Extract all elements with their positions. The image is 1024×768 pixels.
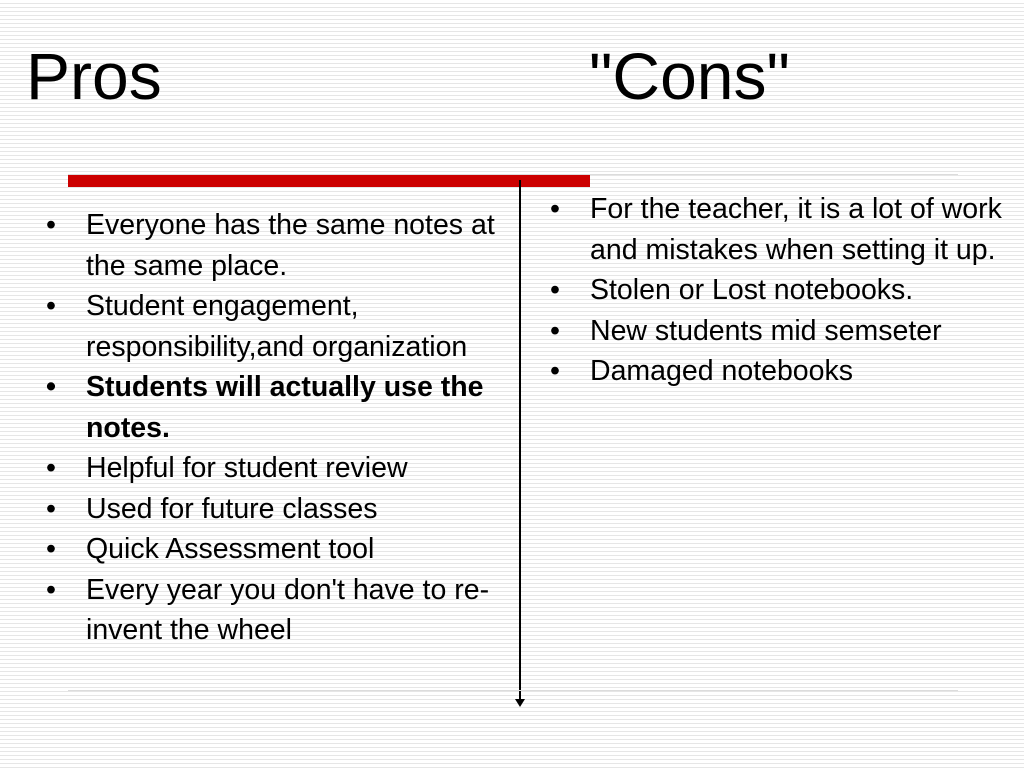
pros-heading: Pros bbox=[26, 39, 162, 113]
bottom-rule bbox=[68, 690, 958, 691]
pros-item-text: Students will actually use the notes. bbox=[86, 371, 484, 444]
cons-heading: "Cons" bbox=[589, 39, 790, 113]
bullet-icon: • bbox=[46, 290, 56, 322]
bullet-icon: • bbox=[550, 274, 560, 306]
pros-item-text: Student engagement, responsibility,and organization bbox=[86, 290, 468, 363]
bullet-icon: • bbox=[46, 371, 56, 403]
pros-list-item bbox=[44, 286, 510, 367]
pros-list-item bbox=[44, 448, 510, 489]
bullet-icon: • bbox=[550, 314, 560, 347]
column-divider-line bbox=[519, 180, 521, 700]
bullet-icon: • bbox=[46, 492, 56, 525]
pros-list-item bbox=[44, 367, 510, 448]
accent-bar bbox=[68, 175, 590, 187]
bullet-icon: • bbox=[46, 573, 56, 606]
pros-item-text: Quick Assessment tool bbox=[86, 533, 375, 565]
cons-item-text: Damaged notebooks bbox=[590, 355, 854, 387]
cons-list-item bbox=[548, 270, 1018, 311]
bullet-icon: • bbox=[550, 355, 560, 387]
bullet-icon: • bbox=[46, 452, 56, 484]
cons-list-item bbox=[548, 189, 1018, 270]
pros-list-item bbox=[44, 570, 510, 651]
cons-list-item bbox=[548, 351, 1018, 392]
pros-list-item bbox=[44, 205, 510, 286]
cons-list bbox=[548, 189, 1018, 392]
pros-item-text: Every year you don't have to re-invent the wheel bbox=[86, 573, 490, 646]
bullet-icon: • bbox=[550, 193, 560, 225]
cons-item-text: For the teacher, it is a lot of work and mistakes when setting it up. bbox=[590, 193, 1002, 266]
pros-list-item bbox=[44, 529, 510, 570]
cons-item-text: Stolen or Lost notebooks. bbox=[590, 274, 914, 306]
cons-list-item bbox=[548, 311, 1018, 352]
pros-list bbox=[44, 205, 510, 651]
bullet-icon: • bbox=[46, 533, 56, 565]
cons-item-text: New students mid semseter bbox=[590, 314, 942, 347]
pros-item-text: Everyone has the same notes at the same place. bbox=[86, 209, 495, 282]
bullet-icon: • bbox=[46, 209, 56, 241]
arrow-down-icon bbox=[515, 699, 525, 707]
pros-item-text: Used for future classes bbox=[86, 492, 378, 525]
pros-item-text: Helpful for student review bbox=[86, 452, 408, 484]
pros-list-item bbox=[44, 489, 510, 530]
